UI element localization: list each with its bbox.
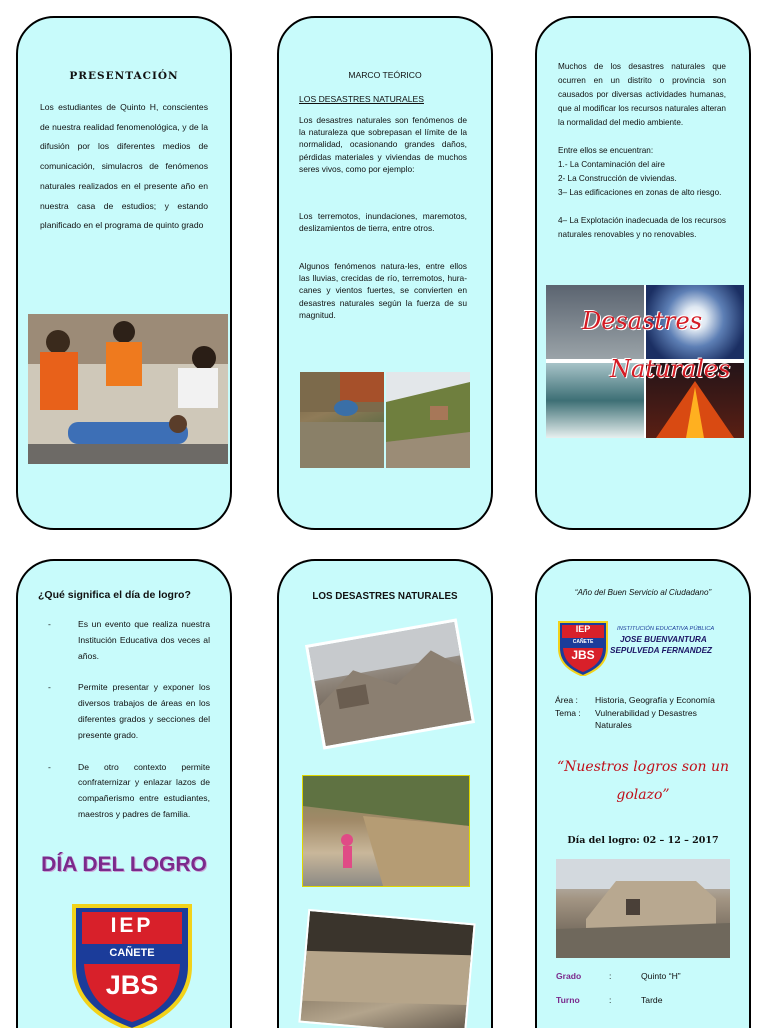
- students-illustration: [28, 314, 228, 464]
- tema-label: Tema :: [555, 708, 581, 718]
- turno-separator: :: [609, 995, 612, 1005]
- cause-item-1: 1.- La Contaminación del aire: [558, 160, 665, 169]
- causes-lead: Entre ellos se encuentran:: [558, 146, 654, 155]
- dia-del-logro-heading: DÍA DEL LOGRO: [41, 853, 207, 876]
- collage-title-2: Naturales: [610, 355, 731, 383]
- logo-middle-text: CAÑETE: [109, 947, 155, 959]
- panel-presentacion: [16, 16, 232, 530]
- logro-list: [38, 617, 210, 839]
- causes-intro: Muchos de los desastres naturales que ocurren en un distrito o provincia son causados por diversas actividades humanas, que al modificar los recursos naturales alteran la normalidad del medio ambiente.: [558, 62, 726, 127]
- river-damage-photo: [298, 909, 475, 1028]
- area-label: Área :: [555, 695, 578, 705]
- definition-text: Los desastres naturales son fenómenos de la naturaleza que sobrepasan el límite de la normalidad, ocasionando grandes daños, pérdidas materiales y viviendas de muchos seres vivos, como por ejemplo:: [299, 115, 467, 174]
- year-motto: “Año del Buen Servicio al Ciudadano”: [574, 588, 712, 597]
- grado-separator: :: [609, 971, 612, 981]
- panel-portada: [535, 559, 751, 1028]
- collage-title-1: Desastres: [582, 307, 703, 335]
- slogan-line-1: “Nuestros logros son un: [556, 759, 729, 775]
- school-logo: [70, 902, 194, 1028]
- collapsed-house-photo: [556, 859, 730, 958]
- earthquake-rubble-photo: [305, 618, 475, 749]
- panel-marco-teorico: [277, 16, 493, 530]
- landslide-illustration: [303, 776, 469, 886]
- phenomena-text: Algunos fenómenos natura-les, entre ellos las lluvias, crecidas de río, terremotos, hura-canes y vientos fuertes, se convierten en desastres naturales según la fuerza de su magnitud.: [299, 261, 467, 320]
- cause-item-3: 3– Las edificaciones en zonas de alto riesgo.: [558, 188, 722, 197]
- list-item: - Es un evento que realiza nuestra Institución Educativa dos veces al años.: [38, 617, 210, 664]
- panel-title: PRESENTACIÓN: [69, 70, 179, 82]
- slogan-line-2: golazo”: [616, 787, 670, 803]
- tema-value-1: Vulnerabilidad y Desastres: [595, 708, 697, 718]
- list-item: - Permite presentar y exponer los diversos trabajos de áreas en los diferentes grados y secciones del presente grado.: [38, 680, 210, 743]
- examples-text: Los terremotos, inundaciones, maremotos, deslizamientos de tierra, entre otros.: [299, 211, 467, 234]
- logo-small-top: IEP: [575, 624, 591, 634]
- panel-causas: [535, 16, 751, 530]
- logo-top-text: IEP: [110, 914, 154, 937]
- grado-value: Quinto “H”: [641, 971, 681, 981]
- logro-date: Día del logro: 02 – 12 – 2017: [567, 835, 719, 846]
- institution-name-1: JOSE BUENVANTURA: [620, 635, 707, 644]
- area-value: Historia, Geografía y Economía: [595, 695, 715, 705]
- river-flood-photo: [386, 372, 470, 468]
- section-subtitle: LOS DESASTRES NATURALES: [299, 94, 424, 104]
- institution-name-2: SEPULVEDA FERNANDEZ: [610, 646, 713, 655]
- grado-label: Grado: [556, 971, 582, 981]
- turno-label: Turno: [556, 995, 580, 1005]
- photos-title: LOS DESASTRES NATURALES: [312, 591, 458, 602]
- tema-value-2: Naturales: [595, 720, 632, 730]
- panel-dia-logro: [16, 559, 232, 1028]
- turno-value: Tarde: [641, 995, 663, 1005]
- logo-bottom-text: JBS: [105, 970, 159, 1000]
- school-logo-small: [557, 620, 609, 676]
- mud-illustration: [300, 372, 384, 468]
- flood-illustration: [386, 372, 470, 468]
- institution-type: INSTITUCIÓN EDUCATIVA PÚBLICA: [617, 626, 715, 632]
- logo-small-middle: CAÑETE: [572, 639, 594, 645]
- section-title: MARCO TEÓRICO: [348, 70, 422, 80]
- disasters-collage: [546, 285, 744, 438]
- presentation-text: Los estudiantes de Quinto H, conscientes de nuestra realidad fenomenológica, y de la difusión por los diferentes medios de comunicación, simulacros de fenómenos naturales realizados en el presente año en nuestra casa de estudios; y estando planificado en el programa de quinto grado: [40, 102, 208, 231]
- rubble-illustration: [308, 622, 471, 746]
- logro-question-title: ¿Qué significa el día de logro?: [38, 589, 191, 601]
- students-simulation-photo: [28, 314, 228, 464]
- cause-item-2: 2- La Construcción de viviendas.: [558, 174, 677, 183]
- river-illustration: [301, 911, 474, 1028]
- house-illustration: [556, 859, 730, 958]
- landslide-photo: [302, 775, 470, 887]
- panel-desastres-fotos: [277, 559, 493, 1028]
- list-item: - De otro contexto permite confraternizar y enlazar lazos de compañerismo entre estudiantes, maestros y padres de familia.: [38, 760, 210, 823]
- mud-flood-photo: [300, 372, 384, 468]
- logo-small-bottom: JBS: [571, 648, 595, 662]
- cause-item-4: 4– La Explotación inadecuada de los recursos naturales renovables y no renovables.: [558, 216, 726, 239]
